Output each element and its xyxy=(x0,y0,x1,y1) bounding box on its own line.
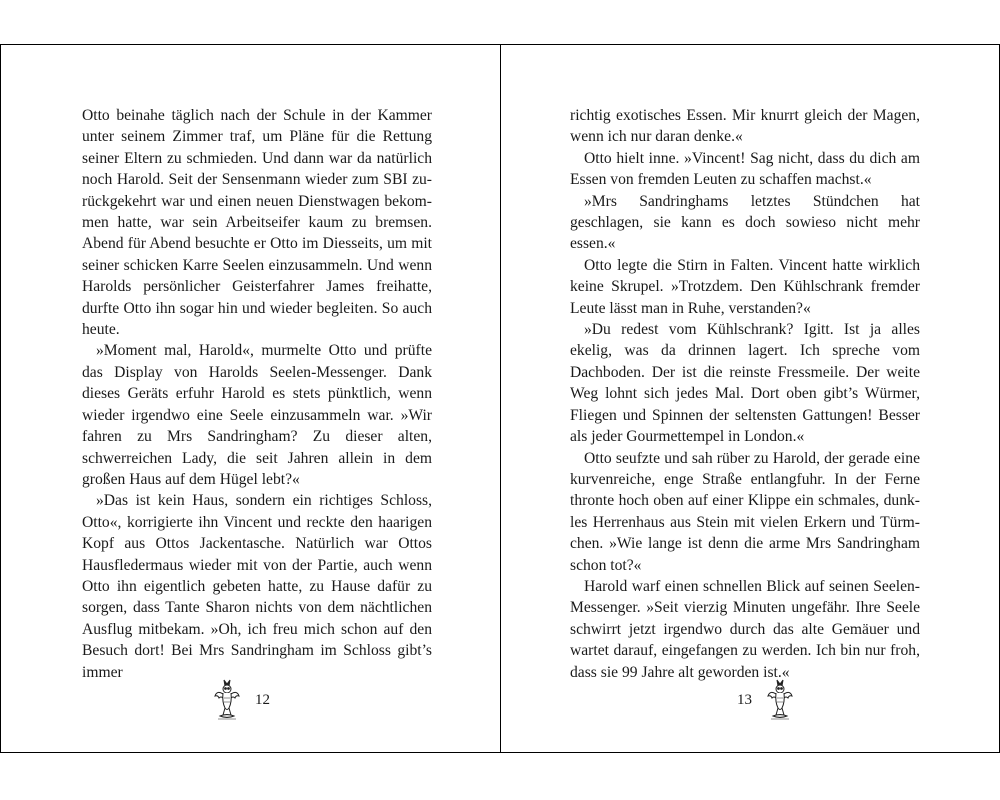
paragraph: Otto legte die Stirn in Falten. Vincent hatte wirklich keine Skrupel. »Trotzdem. Den Kühlschrank fremder Leute lässt man in Ruhe, verstanden?« xyxy=(570,256,920,317)
right-folio xyxy=(737,678,794,722)
right-page xyxy=(501,45,1000,752)
paragraph: »Mrs Sandringhams letztes Stündchen hat geschlagen, sie kann es doch sowieso nicht mehr essen.« xyxy=(570,192,920,253)
paragraph: richtig exotisches Essen. Mir knurrt gleich der Magen, wenn ich nur daran denke.« xyxy=(570,107,920,146)
book-spread xyxy=(0,44,1000,753)
page-number: 12 xyxy=(255,691,270,708)
page-number: 13 xyxy=(737,691,752,708)
paragraph: »Moment mal, Harold«, murmelte Otto und prüfte das Display von Harolds Seelen-Messenger. Dank dieses Geräts erfuhr Harold es stets pünktlich, wenn wieder irgendwo eine Seele einzusammeln war. »Wir fahren zu Mrs Sandringham? Zu dieser alten, schwerreichen Lady, die seit Jahren allein in dem großen Haus auf dem Hügel lebt?« xyxy=(82,342,432,488)
bat-ornament-icon xyxy=(213,678,241,722)
paragraph: »Das ist kein Haus, sondern ein richtiges Schloss, Otto«, korrigierte ihn Vincent und reckte den haarigen Kopf aus Ottos Jackentasche. Natürlich war Ottos Hausfledermaus wieder mit von der Partie, auch wenn Otto ihn eigentlich gebeten hatte, zu Hause dafür zu sorgen, dass Tante Sharon nichts von dem nächtlichen Ausflug mitbekam. »Oh, ich freu mich schon auf den Besuch dort! Bei Mrs Sandringham im Schloss gibt’s immer xyxy=(82,492,432,681)
paragraph: Harold warf einen schnellen Blick auf seinen Seelen-Messenger. »Seit vierzig Minuten ungefähr. Ihre Seele schwirrt jetzt irgendwo durch das alte Gemäuer und wartet darauf, eingefangen zu werden. Ich bin nur froh, dass sie 99 Jahre alt geworden ist.« xyxy=(570,577,920,681)
left-page xyxy=(0,45,501,752)
paragraph: Otto beinahe täglich nach der Schule in der Kammer unter seinem Zimmer traf, um Pläne für die Rettung seiner Eltern zu schmieden. Und dann war da natürlich noch Harold. Seit der Sensenmann wieder zum SBI zurückgekehrt war und einen neuen Dienstwagen bekommen hatte, war sein Arbeitseifer kaum zu bremsen. Abend für Abend besuchte er Otto im Diesseits, um mit seiner schicken Karre Seelen einzusammeln. Und wenn Harolds persönlicher Geisterfahrer James freihatte, durfte Otto ihn sogar hin und wieder begleiten. So auch heute. xyxy=(82,107,432,339)
bat-ornament-icon xyxy=(766,678,794,722)
paragraph: »Du redest vom Kühlschrank? Igitt. Ist ja alles ekelig, was da drinnen lagert. Ich spreche vom Dachboden. Der ist die reinste Fressmeile. Der weite Weg lohnt sich jedes Mal. Dort oben gibt’s Würmer, Fliegen und Spinnen der seltensten Gattungen! Besser als jeder Gourmettempel in London.« xyxy=(570,321,920,446)
paragraph: Otto seufzte und sah rüber zu Harold, der gerade eine kurvenreiche, enge Straße entlangfuhr. In der Ferne thronte hoch oben auf einer Klippe ein schmales, dunkles Herrenhaus aus Stein mit vielen Erkern und Türmchen. »Wie lange ist denn die arme Mrs Sandringham schon tot?« xyxy=(570,449,920,574)
left-folio xyxy=(213,678,270,722)
right-page-text xyxy=(570,105,920,683)
paragraph: Otto hielt inne. »Vincent! Sag nicht, dass du dich am Essen von fremden Leuten zu schaffen machst.« xyxy=(570,149,920,189)
left-page-text xyxy=(82,105,432,683)
